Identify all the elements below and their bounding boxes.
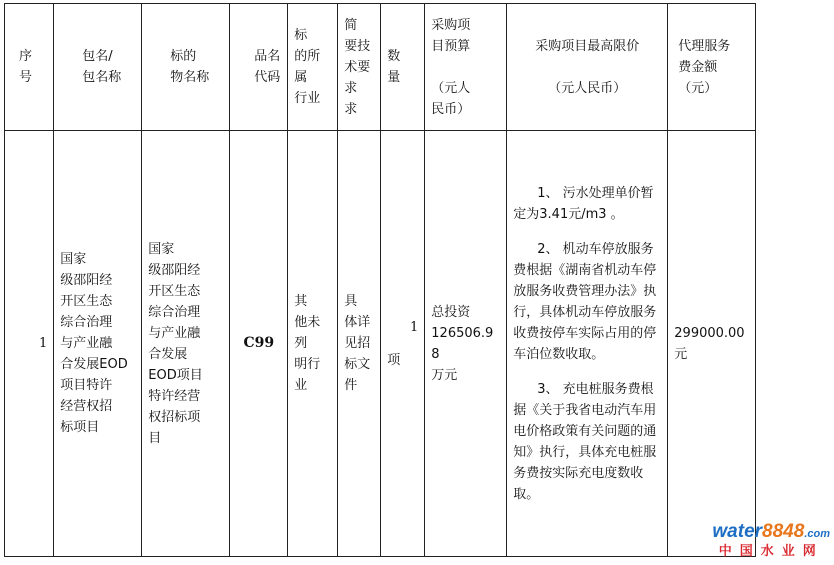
watermark-wordmark [712, 522, 830, 544]
max-price-item-3: 3、 充电桩服务费根据《关于我省电动汽车用电价格政策有关问题的通知》执行，具体充电桩服务费按实际充电度数收取。 [513, 381, 657, 502]
quantity-number: 1 [410, 319, 419, 335]
cell-seq: 1 [5, 131, 54, 557]
cell-quantity [381, 131, 425, 557]
quantity-unit: 项 [387, 352, 401, 368]
header-agency-fee: 代理服务 费金额 （元） [668, 4, 756, 131]
watermark-cn: 中国水业网 [718, 544, 824, 559]
header-industry: 标 的所属 行业 [288, 4, 338, 131]
watermark-logo [712, 522, 830, 560]
cell-agency-fee: 299000.00 元 [668, 131, 756, 557]
cell-package: 国家 级邵阳经 开区生态 综合治理 与产业融 合发展EOD 项目特许 经营权招 标项目 [54, 131, 142, 557]
max-price-item-2: 2、 机动车停放服务费根据《湖南省机动车停放服务收费管理办法》执行，具体机动车停放服务收费按停车实际占用的停车泊位数收取。 [513, 241, 657, 362]
header-budget: 采购项 目预算 （元人 民币） [425, 4, 507, 131]
watermark-suffix: .com [804, 528, 830, 540]
header-product-code: 品名 代码 [230, 4, 288, 131]
cell-requirements: 具 体详 见招 标文 件 [338, 131, 381, 557]
header-subject: 标的 物名称 [142, 4, 230, 131]
max-price-item-1: 1、 污水处理单价暂定为3.41元/m3 。 [513, 185, 654, 222]
watermark-word: water [712, 521, 763, 542]
cell-subject: 国家 级邵阳经 开区生态 综合治理 与产业融 合发展 EOD项目 特许经营 权招标项 目 [142, 131, 230, 557]
table-row [5, 131, 756, 557]
table-header-row [5, 4, 756, 131]
header-max-price: 采购项目最高限价 （元人民币） [507, 4, 668, 131]
header-requirements: 简 要技 术要求 求 [338, 4, 381, 131]
header-seq: 序 号 [5, 4, 54, 131]
procurement-table [4, 3, 756, 557]
header-quantity: 数 量 [381, 4, 425, 131]
cell-max-price [507, 131, 668, 557]
cell-product-code: C99 [230, 131, 288, 557]
cell-industry: 其 他未列 明行业 [288, 131, 338, 557]
header-package: 包名/ 包名称 [54, 4, 142, 131]
cell-budget: 总投资 126506.98 万元 [425, 131, 507, 557]
watermark-number: 8848 [762, 521, 805, 542]
